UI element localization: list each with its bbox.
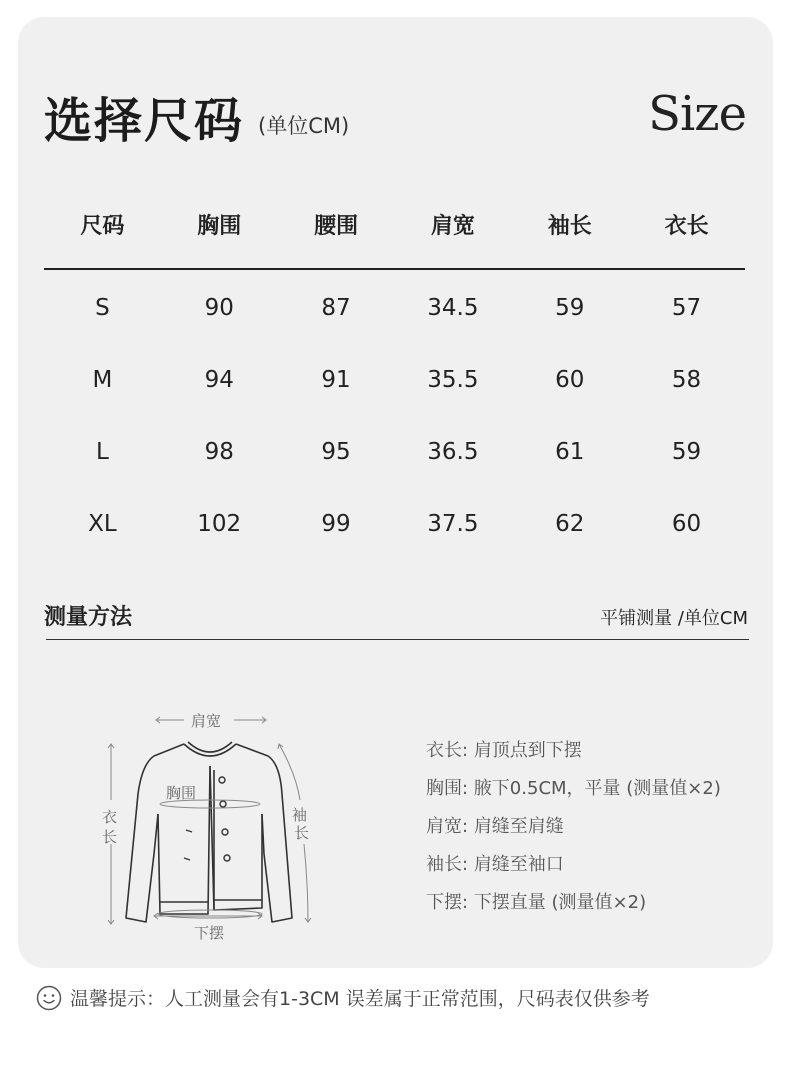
page-title: 选择尺码 [44,93,245,149]
table-row [44,416,745,488]
label-hem: 下摆 [194,924,225,942]
note-value: 肩缝至肩缝 [473,816,564,837]
table-cell: 62 [555,511,585,537]
note-row [426,888,721,926]
table-row [44,344,745,416]
table-cell: S [95,295,110,321]
note-value: 下摆直量 (测量值×2) [473,892,647,913]
table-header-row [44,180,745,269]
table-cell: 91 [321,367,351,393]
unit-label: (单位CM) [258,114,350,138]
label-chest: 胸围 [166,784,197,802]
column-header-shoulder: 肩宽 [394,180,511,269]
table-cell: 37.5 [427,511,479,537]
table-cell: 59 [671,439,702,465]
note-key: 衣长: [426,740,469,761]
jacket-diagram [96,704,336,948]
tip [36,984,650,1011]
method-title: 测量方法 [44,605,133,630]
table-cell: 61 [555,439,585,465]
divider [46,639,749,640]
table-cell: 35.5 [427,367,479,393]
table-row [44,488,745,560]
table-cell: 59 [555,295,585,321]
note-row [426,736,721,774]
note-key: 肩宽: [426,816,469,837]
label-length-2: 长 [102,828,118,846]
table-cell: 99 [321,511,351,537]
measurement-notes [426,736,721,926]
table-cell: 98 [204,439,234,465]
note-row [426,774,721,812]
size-table [44,180,745,560]
table-cell: XL [88,511,117,537]
table-cell: 58 [671,367,702,393]
note-key: 下摆: [426,892,469,913]
table-cell: 94 [204,367,234,393]
table-cell: 34.5 [427,295,479,321]
table-cell: 60 [555,367,585,393]
column-header-chest: 胸围 [161,180,278,269]
column-header-length: 衣长 [628,180,745,269]
note-row [426,812,721,850]
table-cell: 95 [321,439,351,465]
size-wordmark: Size [648,86,746,142]
label-sleeve-1: 袖 [292,806,308,824]
label-shoulder: 肩宽 [191,712,222,730]
column-header-size: 尺码 [44,180,161,269]
label-sleeve-2: 长 [294,824,310,842]
table-cell: L [96,439,109,465]
table-cell: 102 [197,511,242,537]
smile-icon [36,985,62,1011]
column-header-waist: 腰围 [278,180,395,269]
table-cell: 87 [321,295,351,321]
table-cell: 60 [671,511,702,537]
note-value: 腋下0.5CM，平量 (测量值×2) [473,778,721,799]
method-unit: 平铺测量 /单位CM [600,608,748,629]
table-cell: M [92,367,113,393]
note-row [426,850,721,888]
label-length-1: 衣 [102,808,118,826]
table-cell: 36.5 [427,439,479,465]
note-key: 胸围: [426,778,469,799]
note-value: 肩顶点到下摆 [473,740,582,761]
note-value: 肩缝至袖口 [473,854,564,875]
table-cell: 90 [204,295,234,321]
note-key: 袖长: [426,854,469,875]
tip-text: 温馨提示：人工测量会有1-3CM 误差属于正常范围，尺码表仅供参考 [70,988,650,1010]
column-header-sleeve: 袖长 [511,180,628,269]
table-cell: 57 [671,295,702,321]
table-row [44,269,745,344]
